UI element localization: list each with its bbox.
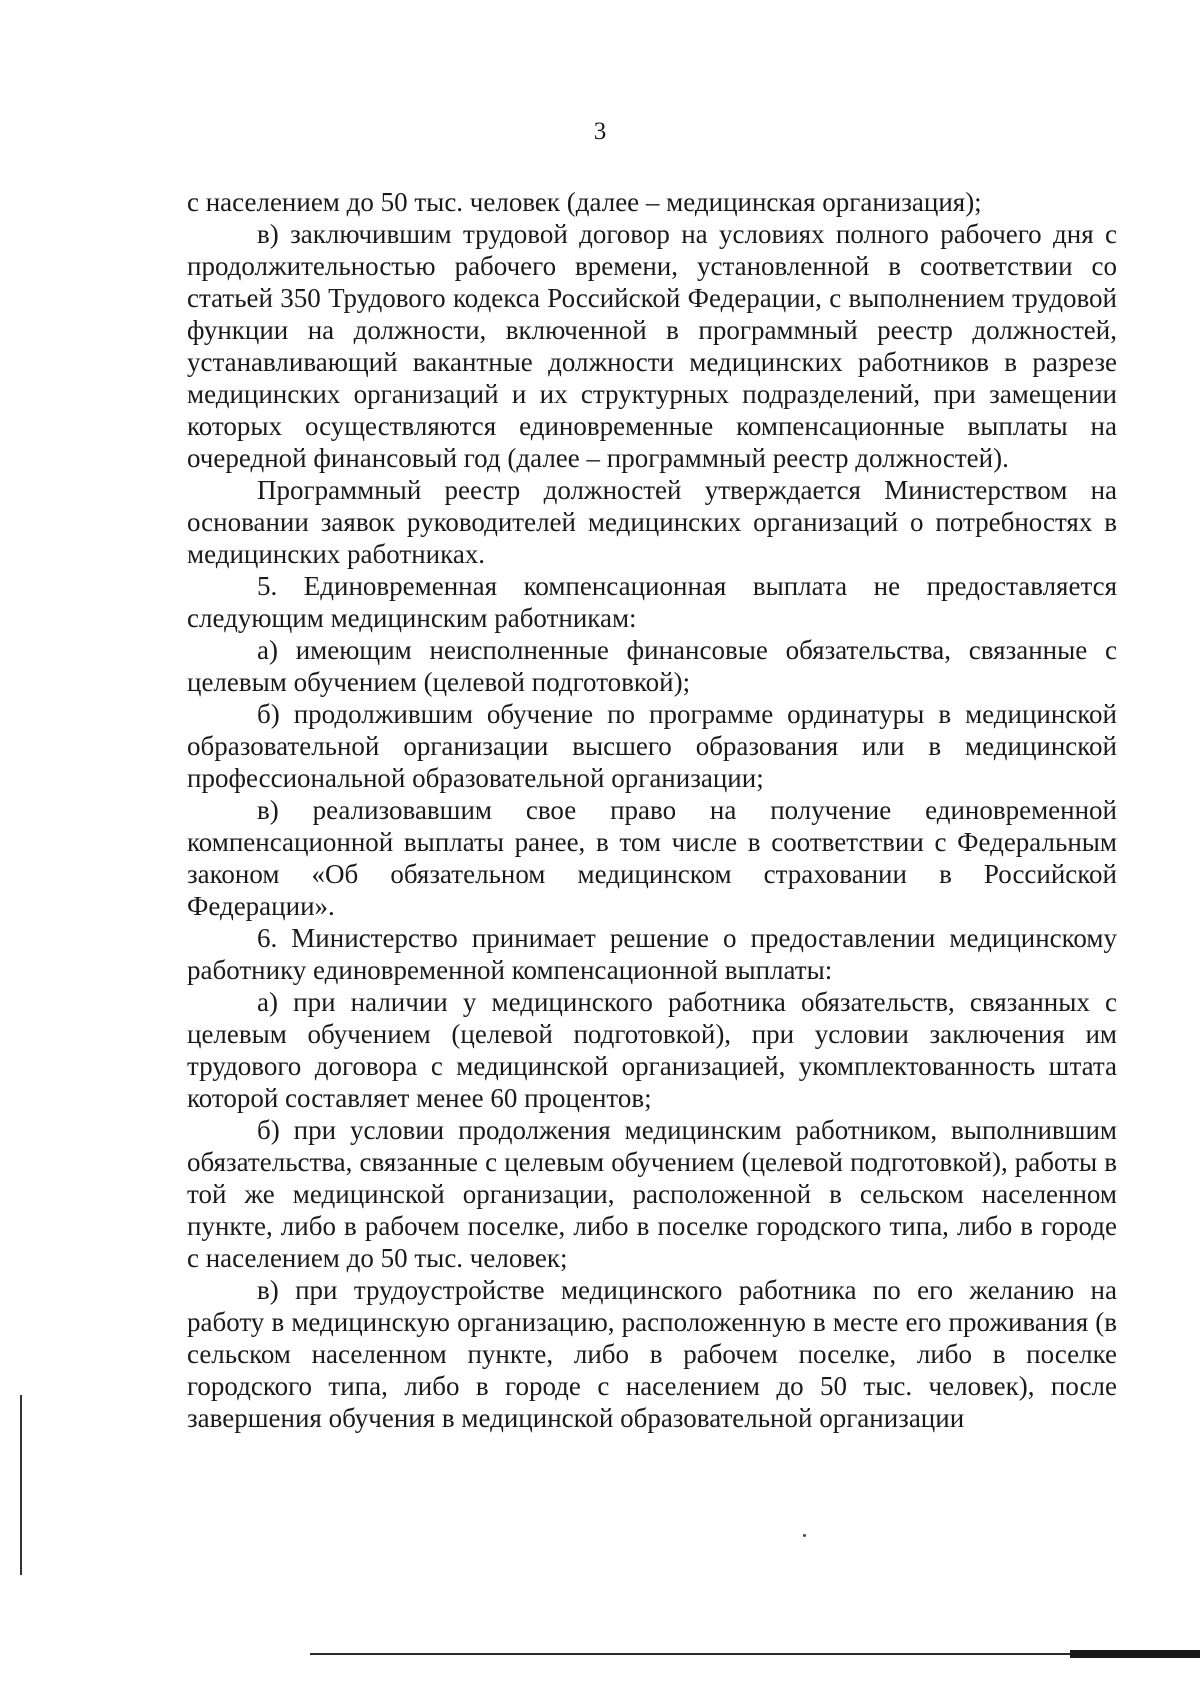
scan-bottom-line [310, 1653, 1200, 1655]
paragraph: б) при условии продолжения медицинским работником, выполнившим обязательства, связанные с целевым обучением (целевой подготовкой), работы в той же медицинской организации, расположенной в сельском населенном пункте, либо в рабочем поселке, либо в поселке городского типа, либо в городе с населением до 50 тыс. человек; [187, 1115, 1117, 1273]
paragraph: в) заключившим трудовой договор на условиях полного рабочего дня с продолжительностью рабочего времени, установленной в соответствии со статьей 350 Трудового кодекса Российской Федерации, с выполнением трудовой функции на должности, включенной в программный реестр должностей, устанавливающий вакантные должности медицинских работников в разрезе медицинских организаций и их структурных подразделений, при замещении которых осуществляются единовременные компенсационные выплаты на очередной финансовый год (далее – программный реестр должностей). [187, 219, 1117, 473]
scan-artifact-dot [803, 1534, 806, 1537]
paragraph: 5. Единовременная компенсационная выплата не предоставляется следующим медицинским работникам: [187, 571, 1117, 633]
scan-edge-mark [20, 1395, 22, 1575]
paragraph: 6. Министерство принимает решение о предоставлении медицинскому работнику единовременной компенсационной выплаты: [187, 923, 1117, 985]
paragraph: с населением до 50 тыс. человек (далее – медицинская организация); [187, 187, 982, 217]
paragraph: а) имеющим неисполненные финансовые обязательства, связанные с целевым обучением (целевой подготовкой); [187, 635, 1117, 697]
paragraph: в) реализовавшим свое право на получение единовременной компенсационной выплаты ранее, в том числе в соответствии с Федеральным законом «Об обязательном медицинском страховании в Российской Федерации». [187, 795, 1117, 921]
scan-bottom-edge [1070, 1650, 1200, 1658]
paragraph: а) при наличии у медицинского работника обязательств, связанных с целевым обучением (целевой подготовкой), при условии заключения им трудового договора с медицинской организацией, укомплектованность штата которой составляет менее 60 процентов; [187, 987, 1117, 1113]
paragraph: Программный реестр должностей утверждается Министерством на основании заявок руководителей медицинских организаций о потребностях в медицинских работниках. [187, 475, 1117, 569]
document-body [187, 186, 1117, 1434]
paragraph: б) продолжившим обучение по программе ординатуры в медицинской образовательной организации высшего образования или в медицинской профессиональной образовательной организации; [187, 699, 1117, 793]
paragraph: в) при трудоустройстве медицинского работника по его желанию на работу в медицинскую организацию, расположенную в месте его проживания (в сельском населенном пункте, либо в рабочем поселке, либо в поселке городского типа, либо в городе с населением до 50 тыс. человек), после завершения обучения в медицинской образовательной организации [187, 1275, 1117, 1433]
page-number: 3 [593, 118, 607, 145]
